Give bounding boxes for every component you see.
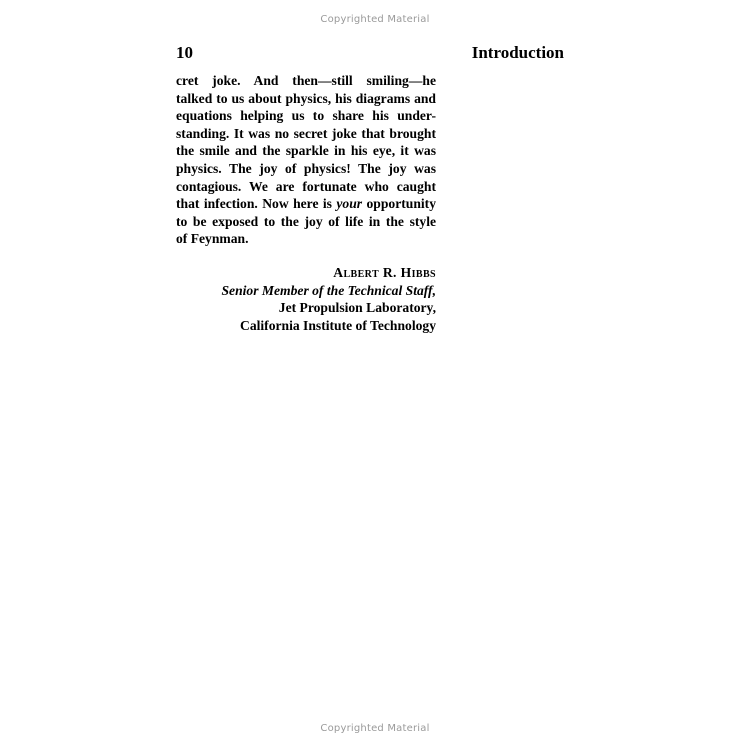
page-number: 10: [176, 43, 193, 62]
running-head: Introduction: [471, 43, 564, 62]
text-line: cret joke. And then—still smiling—he: [176, 73, 436, 88]
author-affiliation-2: California Institute of Technology: [240, 317, 436, 333]
copyright-watermark-bottom: Copyrighted Material: [320, 723, 430, 734]
copyright-watermark-top: Copyrighted Material: [320, 14, 430, 25]
text-line: the smile and the sparkle in his eye, it was: [176, 143, 436, 159]
text-line: equations helping us to share his under-: [176, 108, 436, 124]
signature-block: [176, 264, 436, 334]
text-line: talked to us about physics, his diagrams and: [176, 90, 436, 106]
text-line: that infection. Now here is your opportunity: [176, 196, 436, 212]
text-line: physics. The joy of physics! The joy was: [176, 160, 436, 176]
text-line: contagious. We are fortunate who caught: [176, 178, 436, 194]
body-text: [176, 72, 436, 248]
text-line: to be exposed to the joy of life in the style: [176, 213, 436, 229]
text-line: of Feynman.: [176, 231, 249, 247]
emphasis-your: your: [336, 196, 363, 212]
text-line: standing. It was no secret joke that brought: [176, 125, 436, 141]
author-affiliation-1: Jet Propulsion Laboratory,: [278, 300, 436, 316]
author-title: Senior Member of the Technical Staff,: [221, 282, 436, 298]
author-name: Albert R. Hibbs: [333, 265, 436, 280]
